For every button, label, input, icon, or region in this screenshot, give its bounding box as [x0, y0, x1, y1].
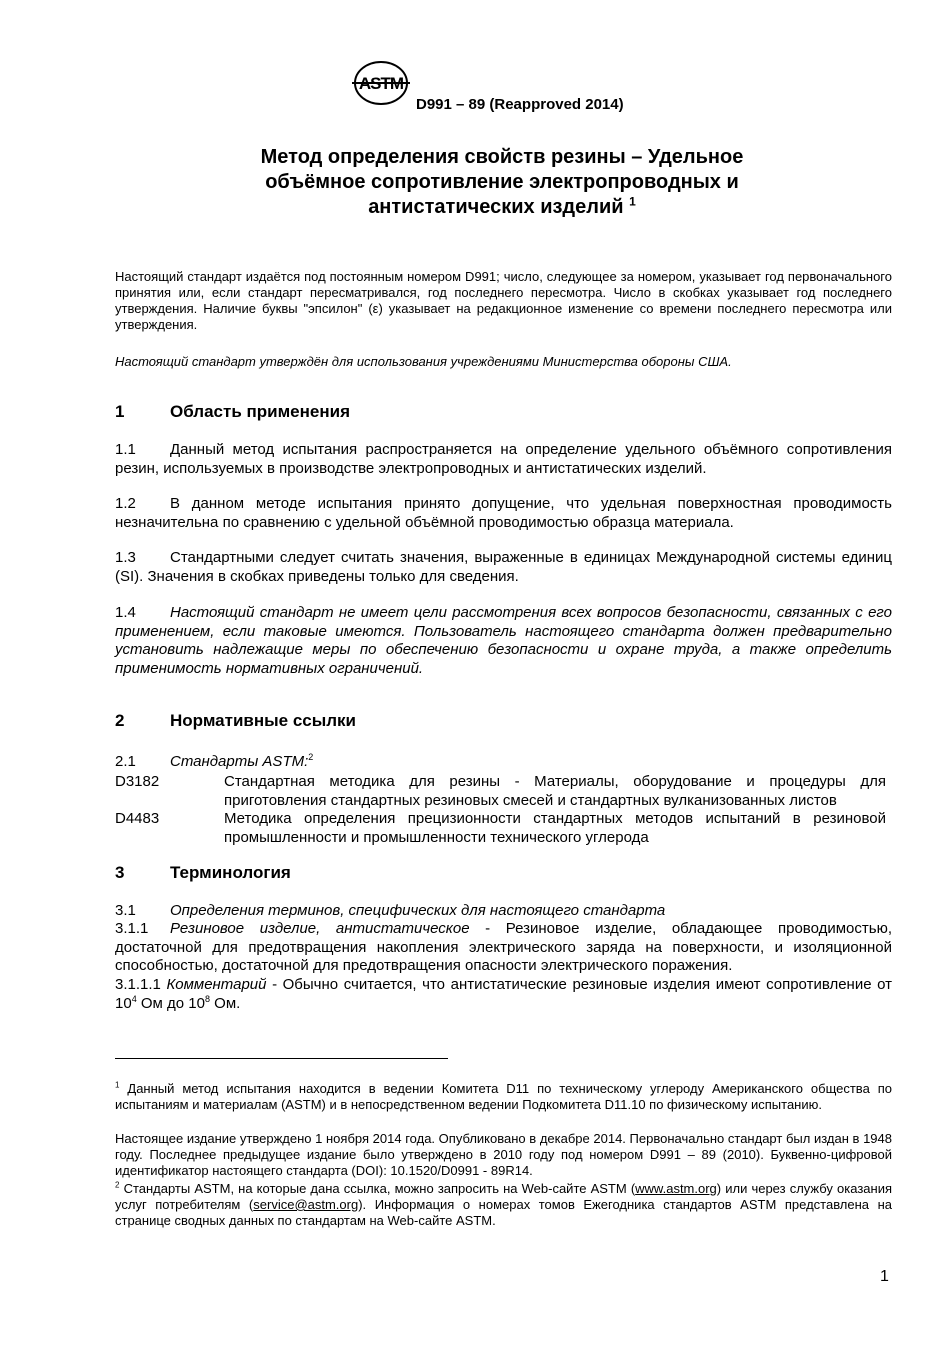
paragraph-text: Настоящий стандарт не имеет цели рассмотрения всех вопросов безопасности, связанных с его применением, если таковые имеются. Пользователь настоящего стандарта должен предварительно установить надлежащие меры по обеспечению безопасности и охране труда, а также определить применимость нормативных ограничений.: [115, 604, 892, 677]
section-title: Терминология: [170, 863, 291, 882]
astm-website-link[interactable]: www.astm.org: [635, 1181, 717, 1196]
footnote-1-continued: Настоящее издание утверждено 1 ноября 2014 года. Опубликовано в декабре 2014. Первоначально стандарт был издан в 1948 году. Последнее предыдущее издание было утверждено в 2010 году под номером D991 – 89 (2010). Буквенно-цифровой идентификатор настоящего стандарта (DOI): 10.1520/D0991 - 89R14.: [115, 1131, 892, 1178]
footnote-1: [115, 1081, 892, 1113]
footnote-text: Стандарты ASTM, на которые дана ссылка, можно запросить на Web-сайте ASTM (: [123, 1181, 636, 1196]
issuance-note: Настоящий стандарт издаётся под постоянным номером D991; число, следующее за номером, указывает год первоначального принятия или, если стандарт пересматривался, год последнего пересмотра. Число в скобках указывает год последнего утверждения. Наличие буквы "эпсилон" (ε) указывает на редакционное изменение со времени последнего пересмотра или утверждения.: [115, 269, 892, 332]
section-heading: [115, 863, 291, 883]
dod-note: Настоящий стандарт утверждён для использования учреждениями Министерства обороны США.: [115, 354, 732, 369]
footnote-text: ) или через службу оказания услуг потребителям (: [115, 1181, 892, 1212]
section-heading: [115, 711, 356, 731]
paragraph: [115, 604, 892, 678]
paragraph-number: 3.1: [115, 902, 136, 919]
paragraph: [115, 753, 892, 772]
footnote-mark: 1: [115, 1080, 120, 1090]
paragraph-number: 2.1: [115, 753, 136, 770]
ref-text: Методика определения прецизионности стандартных методов испытаний в резиновой промышленности и промышленности технического углерода: [224, 810, 886, 846]
astm-logo: [352, 58, 410, 108]
paragraph-number: 1.3: [115, 549, 136, 566]
footnote-text: ). Информация о номерах томов Ежегодника стандартов ASTM представлена на странице сводных данных по стандартам на Web-сайте ASTM.: [115, 1197, 892, 1228]
section-title: Нормативные ссылки: [170, 711, 357, 730]
paragraph: [115, 441, 892, 478]
paragraph-text: Ом.: [209, 994, 241, 1012]
footnote-divider: [115, 1058, 448, 1059]
footnote-text: Данный метод испытания находится в ведении Комитета D11 по техническому углероду Американского общества по испытаниям и материалам (ASTM) и в непосредственном ведении Подкомитета D11.10 по физическому испытанию.: [115, 1081, 892, 1112]
exponent: 8: [204, 993, 210, 1004]
paragraph: [115, 920, 892, 976]
footnote-2: [115, 1181, 892, 1229]
title-footnote-mark: 1: [629, 194, 636, 209]
ref-code: D4483: [115, 810, 160, 827]
section-heading: [115, 402, 350, 422]
paragraph-number: 3.1.1.1: [115, 976, 161, 993]
paragraph: [115, 549, 892, 586]
section-number: 1: [115, 402, 125, 421]
term: Комментарий: [166, 976, 267, 993]
paragraph-text: - Резиновое изделие, обладающее проводимостью, достаточной для предотвращения накопления электрического заряда на поверхности, и изоляционной способностью, достаточной для предотвращения опасности электрического поражения.: [115, 920, 893, 974]
paragraph-number: 1.1: [115, 441, 136, 458]
paragraph-text: Данный метод испытания распространяется на определение удельного объёмного сопротивления резин, используемых в производстве электропроводных и антистатических изделий.: [115, 441, 892, 477]
term: Резиновое изделие, антистатическое: [170, 920, 470, 937]
paragraph-text: Стандартными следует считать значения, выраженные в единицах Международной системы единиц (SI). Значения в скобках приведены только для сведения.: [115, 549, 892, 585]
title-line: Метод определения свойств резины – Удельное: [260, 146, 744, 168]
section-title: Область применения: [170, 402, 351, 421]
footnote-mark: 2: [115, 1180, 120, 1190]
paragraph-text: Определения терминов, специфических для настоящего стандарта: [170, 902, 666, 919]
page-number: 1: [880, 1268, 889, 1285]
paragraph-text: Ом до 10: [136, 994, 205, 1012]
paragraph-number: 1.4: [115, 604, 136, 621]
paragraph: [115, 495, 892, 532]
logo-text: ASTM: [358, 74, 404, 93]
service-email-link[interactable]: service@astm.org: [253, 1197, 359, 1212]
ref-text: Стандартная методика для резины - Материалы, оборудование и процедуры для приготовления стандартных резиновых смесей и стандартных вулканизованных листов: [224, 773, 886, 809]
paragraph-text: - Обычно считается, что антистатические резиновые изделия имеют сопротивление от 10: [115, 976, 892, 1012]
section-number: 2: [115, 711, 125, 730]
paragraph: [115, 902, 892, 921]
footnote-mark: 2: [308, 752, 314, 762]
document-title: [115, 145, 889, 220]
paragraph-text: Стандарты ASTM:: [170, 753, 309, 770]
section-number: 3: [115, 863, 125, 882]
paragraph: [115, 976, 892, 1013]
paragraph-number: 3.1.1: [115, 920, 149, 937]
paragraph-text: В данном методе испытания принято допущение, что удельная поверхностная проводимость незначительна по сравнению с удельной объёмной проводимостью образца материала.: [115, 495, 892, 531]
title-line: объёмное сопротивление электропроводных и: [265, 171, 739, 193]
ref-code: D3182: [115, 773, 160, 790]
title-line: антистатических изделий: [368, 196, 624, 218]
exponent: 4: [131, 993, 137, 1004]
standard-designation: D991 – 89 (Reapproved 2014): [416, 96, 624, 113]
paragraph-number: 1.2: [115, 495, 136, 512]
